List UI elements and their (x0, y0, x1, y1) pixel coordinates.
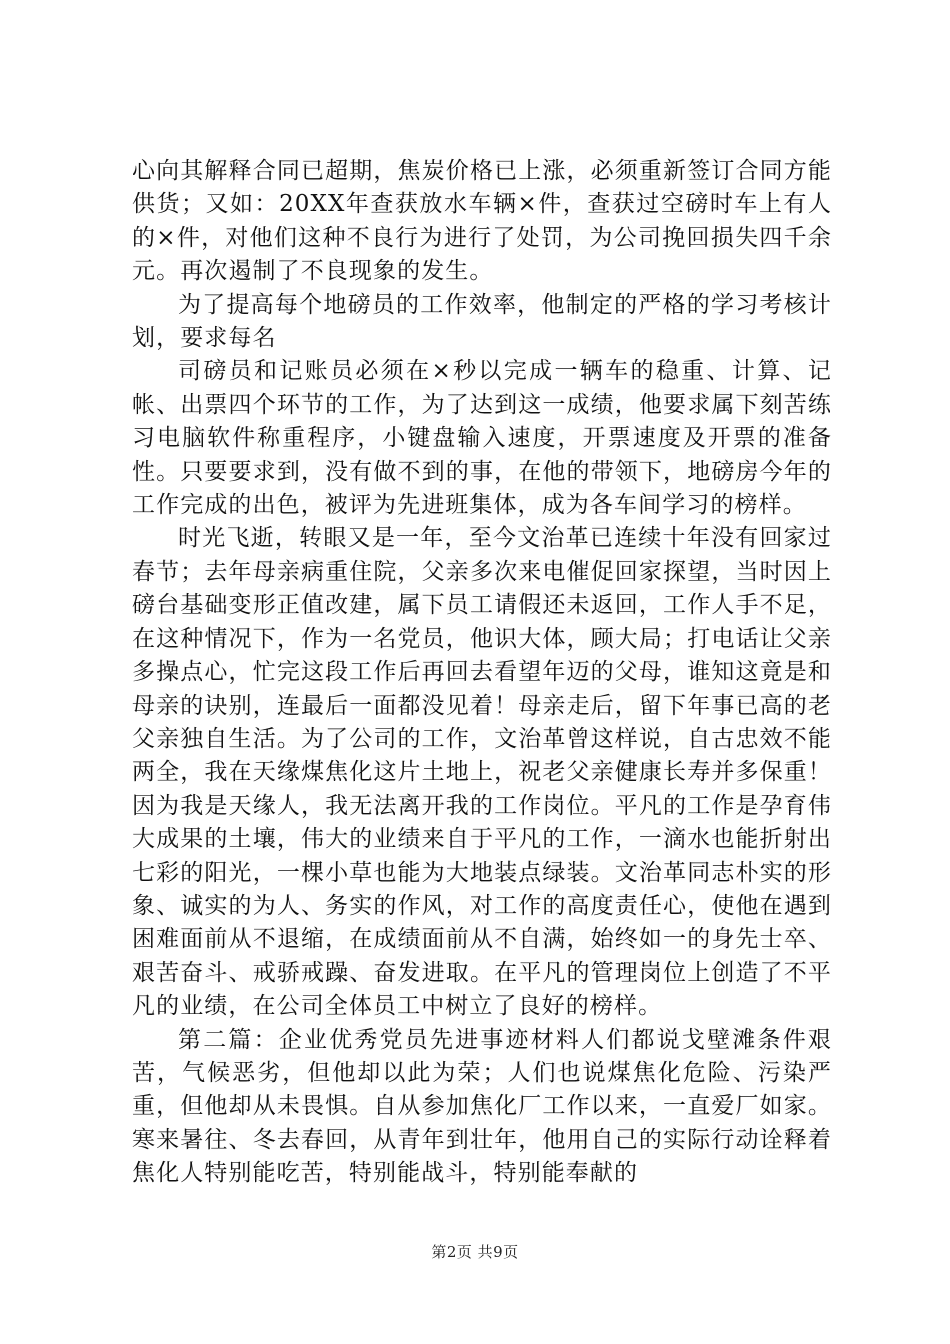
page-number-footer: 第2页 共9页 (431, 1243, 519, 1261)
paragraph-continuation: 心向其解释合同已超期，焦炭价格已上涨，必须重新签订合同方能供货；又如：20XX年查获放水车辆×件，查获过空磅时车上有人的×件，对他们这种不良行为进行了处罚，为公司挽回损失四千余元。再次遏制了不良现象的发生。 (132, 158, 832, 285)
paragraph-second-article: 第二篇：企业优秀党员先进事迹材料人们都说戈壁滩条件艰苦，气候恶劣，但他却以此为荣；人们也说煤焦化危险、污染严重，但他却从未畏惧。自从参加焦化厂工作以来，一直爱厂如家。寒来暑往、冬去春回，从青年到壮年，他用自己的实际行动诠释着焦化人特别能吃苦，特别能战斗，特别能奉献的 (132, 1026, 832, 1187)
paragraph-time-flies: 时光飞逝，转眼又是一年，至今文治革已连续十年没有回家过春节；去年母亲病重住院，父亲多次来电催促回家探望，当时因上磅台基础变形正值改建，属下员工请假还未返回，工作人手不足，在这种情况下，作为一名党员，他识大体，顾大局；打电话让父亲多操点心，忙完这段工作后再回去看望年迈的父母，谁知这竟是和母亲的诀别，连最后一面都没见着！母亲走后，留下年事已高的老父亲独自生活。为了公司的工作，文治革曾这样说，自古忠效不能两全，我在天缘煤焦化这片土地上，祝老父亲健康长寿并多保重！因为我是天缘人，我无法离开我的工作岗位。平凡的工作是孕育伟大成果的土壤，伟大的业绩来自于平凡的工作，一滴水也能折射出七彩的阳光，一棵小草也能为大地装点绿装。文治革同志朴实的形象、诚实的为人、务实的作风，对工作的高度责任心，使他在遇到困难面前从不退缩，在成绩面前从不自满，始终如一的身先士卒、艰苦奋斗、戒骄戒躁、奋发进取。在平凡的管理岗位上创造了不平凡的业绩，在公司全体员工中树立了良好的榜样。 (132, 525, 832, 1020)
paragraph-weighbridge-staff: 司磅员和记账员必须在×秒以完成一辆车的稳重、计算、记帐、出票四个环节的工作，为了达到这一成绩，他要求属下刻苦练习电脑软件称重程序，小键盘输入速度，开票速度及开票的准备性。只要要求到，没有做不到的事，在他的带领下，地磅房今年的工作完成的出色，被评为先进班集体，成为各车间学习的榜样。 (132, 358, 832, 519)
paragraph-efficiency-plan: 为了提高每个地磅员的工作效率，他制定的严格的学习考核计划，要求每名 (132, 291, 832, 352)
document-body (132, 155, 832, 1191)
